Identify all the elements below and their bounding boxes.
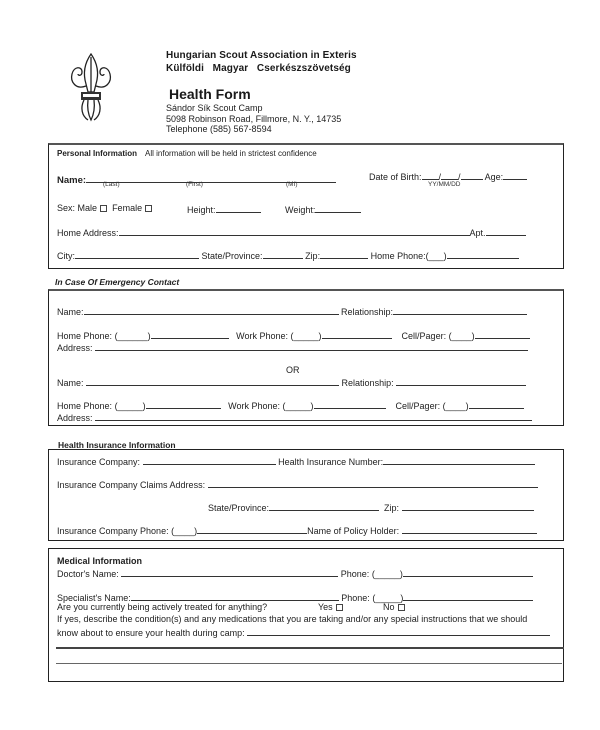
emergency-1-home-phone-field[interactable] xyxy=(151,329,229,339)
camp-telephone: Telephone (585) 567-8594 xyxy=(166,124,272,134)
no-checkbox[interactable] xyxy=(398,604,405,611)
relationship-label: Relationship: xyxy=(341,378,394,388)
dob-separator: / xyxy=(438,172,442,182)
org-name-english: Hungarian Scout Association in Exteris xyxy=(166,50,357,61)
doctor-phone-field[interactable] xyxy=(403,567,533,577)
emergency-2-work-phone-field[interactable] xyxy=(314,399,386,409)
insurance-company-label: Insurance Company: xyxy=(57,457,141,467)
doctor-name-label: Doctor's Name: xyxy=(57,569,119,579)
page-title: Health Form xyxy=(169,86,251,102)
specialist-name-label: Specialist's Name: xyxy=(57,593,131,603)
scout-logo xyxy=(66,52,116,124)
male-label: Male xyxy=(77,203,98,213)
name-field[interactable] xyxy=(86,173,336,183)
confidentiality-note: All information will be held in strictest confidence xyxy=(145,149,317,158)
height-row xyxy=(187,203,261,215)
work-phone-area[interactable]: (_____) xyxy=(290,331,322,341)
height-field[interactable] xyxy=(216,203,261,213)
insurance-state-field[interactable] xyxy=(269,501,379,511)
describe-field-line3[interactable] xyxy=(56,663,562,664)
weight-field[interactable] xyxy=(315,203,361,213)
emergency-1-address-row xyxy=(57,341,528,353)
emergency-2-relationship-field[interactable] xyxy=(396,376,526,386)
home-phone-area[interactable]: (_____) xyxy=(114,401,146,411)
height-label: Height: xyxy=(187,205,216,215)
insurance-number-label: Health Insurance Number: xyxy=(278,457,384,467)
city-label: City: xyxy=(57,251,75,261)
insurance-phone-row xyxy=(57,524,537,536)
state-label: State/Province: xyxy=(201,251,263,261)
work-phone-label: Work Phone: xyxy=(228,401,280,411)
weight-label: Weight: xyxy=(285,205,316,215)
city-row xyxy=(57,249,519,261)
insurance-company-field[interactable] xyxy=(143,455,276,465)
claims-address-row xyxy=(57,478,538,490)
insurance-zip-label: Zip: xyxy=(384,503,400,513)
treatment-question: Are you currently being actively treated for anything? xyxy=(57,602,268,612)
age-label: Age: xyxy=(484,172,504,182)
insurance-phone-area[interactable]: (____) xyxy=(171,526,198,536)
home-address-label: Home Address: xyxy=(57,228,119,238)
age-field[interactable] xyxy=(503,170,527,180)
claims-address-field[interactable] xyxy=(208,478,538,488)
insurance-company-row xyxy=(57,455,535,467)
specialist-phone-area[interactable]: (_____) xyxy=(372,593,404,603)
dob-label: Date of Birth: xyxy=(369,172,422,182)
org-name-hungarian: Külföldi Magyar Cserkészszövetség xyxy=(166,63,351,74)
emergency-1-phone-row xyxy=(57,329,530,341)
female-label: Female xyxy=(112,203,143,213)
zip-label: Zip: xyxy=(305,251,321,261)
work-phone-label: Work Phone: xyxy=(236,331,288,341)
cell-area[interactable]: (____) xyxy=(448,331,475,341)
address-label: Address: xyxy=(57,343,93,353)
insurance-phone-field[interactable] xyxy=(197,524,307,534)
specialist-phone-label: Phone: xyxy=(341,593,370,603)
treatment-no xyxy=(383,602,405,612)
dob-separator: / xyxy=(458,172,461,182)
specialist-phone-field[interactable] xyxy=(403,591,533,601)
home-phone-label: Home Phone: xyxy=(57,331,113,341)
treatment-question-row xyxy=(57,602,267,612)
insurance-number-field[interactable] xyxy=(383,455,535,465)
name-sub-first: (First) xyxy=(186,181,203,188)
emergency-1-address-field[interactable] xyxy=(95,341,528,351)
policy-holder-label: Name of Policy Holder: xyxy=(307,526,400,536)
personal-section-label: Personal Information xyxy=(57,149,138,158)
dob-format-hint: YY/MM/DD xyxy=(428,181,461,188)
emergency-2-home-phone-field[interactable] xyxy=(146,399,221,409)
insurance-phone-label: Insurance Company Phone: xyxy=(57,526,169,536)
home-phone-label: Home Phone: xyxy=(57,401,113,411)
emergency-2-name-row xyxy=(57,376,526,388)
claims-address-label: Insurance Company Claims Address: xyxy=(57,480,206,490)
describe-field-line1[interactable] xyxy=(247,626,550,636)
female-checkbox[interactable] xyxy=(145,205,152,212)
or-separator: OR xyxy=(286,365,300,375)
cell-area[interactable]: (____) xyxy=(442,401,469,411)
apt-label: Apt. xyxy=(469,228,486,238)
camp-address: 5098 Robinson Road, Fillmore, N. Y., 14735 xyxy=(166,114,342,124)
home-phone-field[interactable] xyxy=(447,249,519,259)
fleur-de-lis-icon xyxy=(66,52,116,124)
describe-field-line2[interactable] xyxy=(56,647,564,649)
name-sub-last: (Last) xyxy=(103,181,120,188)
emergency-name-label: Name: xyxy=(57,378,84,388)
yes-label: Yes xyxy=(318,602,333,612)
home-phone-area[interactable]: (___) xyxy=(425,251,447,261)
emergency-section-label: In Case Of Emergency Contact xyxy=(55,277,180,287)
emergency-name-label: Name: xyxy=(57,307,84,317)
sex-row xyxy=(57,203,152,213)
describe-instructions-line1: If yes, describe the condition(s) and any medications that you are taking and/or any special instructions that we should xyxy=(57,614,528,624)
doctor-name-field[interactable] xyxy=(121,567,338,577)
zip-field[interactable] xyxy=(320,249,368,259)
male-checkbox[interactable] xyxy=(100,205,107,212)
doctor-phone-label: Phone: xyxy=(340,569,370,579)
specialist-name-field[interactable] xyxy=(131,591,339,601)
dob-day-field[interactable] xyxy=(461,170,483,180)
name-sub-mi: (MI) xyxy=(286,181,298,188)
describe-instructions-line2: know about to ensure your health during camp: xyxy=(57,628,245,638)
camp-name: Sándor Sík Scout Camp xyxy=(166,103,263,113)
doctor-phone-area[interactable]: (_____) xyxy=(371,569,403,579)
insurance-state-row xyxy=(208,501,534,513)
dob-month-field[interactable] xyxy=(438,170,458,182)
medical-section-label: Medical Information xyxy=(57,556,143,566)
emergency-1-cell-field[interactable] xyxy=(475,329,530,339)
home-phone-label: Home Phone: xyxy=(370,251,426,261)
weight-row xyxy=(285,203,361,215)
sex-label: Sex: xyxy=(57,203,76,213)
address-label: Address: xyxy=(57,413,93,423)
apt-field[interactable] xyxy=(486,226,526,236)
home-address-field[interactable] xyxy=(119,226,470,236)
work-phone-area[interactable]: (_____) xyxy=(282,401,314,411)
state-field[interactable] xyxy=(263,249,303,259)
emergency-2-name-field[interactable] xyxy=(86,376,339,386)
emergency-1-relationship-field[interactable] xyxy=(393,305,527,315)
name-label: Name: xyxy=(57,175,87,186)
city-field[interactable] xyxy=(75,249,199,259)
policy-holder-field[interactable] xyxy=(402,524,537,534)
emergency-2-cell-field[interactable] xyxy=(469,399,524,409)
emergency-2-address-field[interactable] xyxy=(95,411,532,421)
doctor-row xyxy=(57,567,533,579)
describe-instructions-row xyxy=(57,626,550,638)
dob-year-field[interactable] xyxy=(422,170,439,180)
insurance-section-label: Health Insurance Information xyxy=(58,440,176,450)
emergency-1-work-phone-field[interactable] xyxy=(322,329,392,339)
insurance-state-label: State/Province: xyxy=(208,503,270,513)
yes-checkbox[interactable] xyxy=(336,604,343,611)
relationship-label: Relationship: xyxy=(341,307,394,317)
emergency-2-address-row xyxy=(57,411,532,423)
treatment-yes xyxy=(318,602,343,612)
insurance-zip-field[interactable] xyxy=(402,501,534,511)
home-address-row xyxy=(57,226,526,238)
home-phone-area[interactable]: (______) xyxy=(114,331,151,341)
cell-label: Cell/Pager: xyxy=(401,331,447,341)
cell-label: Cell/Pager: xyxy=(395,401,441,411)
emergency-1-name-row xyxy=(57,305,527,317)
emergency-1-name-field[interactable] xyxy=(84,305,339,315)
emergency-2-phone-row xyxy=(57,399,524,411)
no-label: No xyxy=(383,602,395,612)
